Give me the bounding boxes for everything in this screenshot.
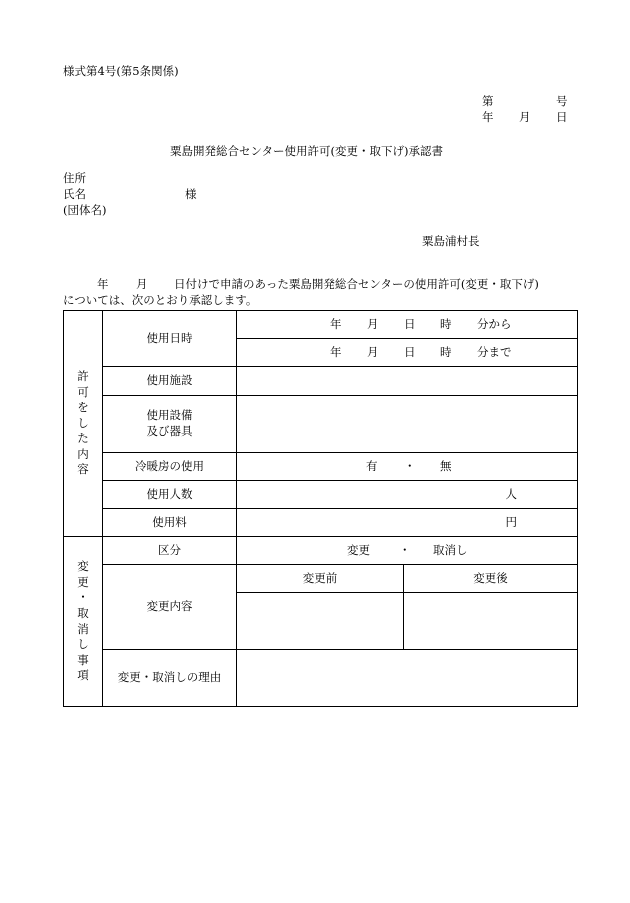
table-row bbox=[64, 537, 578, 565]
fee-label: 使用料 bbox=[103, 509, 237, 537]
table-row bbox=[64, 650, 578, 707]
date-day: 日 bbox=[556, 110, 568, 124]
fee-field[interactable]: 円 bbox=[237, 509, 578, 537]
number-dai: 第 bbox=[482, 94, 494, 108]
facility-label: 使用施設 bbox=[103, 367, 237, 396]
reason-label: 変更・取消しの理由 bbox=[103, 650, 237, 707]
change-details-label: 変更内容 bbox=[103, 565, 237, 650]
people-field[interactable]: 人 bbox=[237, 481, 578, 509]
issuer: 粟島浦村長 bbox=[422, 234, 480, 248]
table-row bbox=[64, 311, 578, 339]
aircon-label: 冷暖房の使用 bbox=[103, 453, 237, 481]
name-label: 氏名 bbox=[63, 187, 86, 201]
body-line1: 日付けで申請のあった粟島開発総合センターの使用許可(変更・取下げ) bbox=[174, 277, 539, 291]
reason-field[interactable] bbox=[237, 650, 578, 707]
date-month: 月 bbox=[519, 110, 531, 124]
document-title: 粟島開発総合センター使用許可(変更・取下げ)承認書 bbox=[170, 144, 444, 158]
honorific: 様 bbox=[185, 187, 197, 201]
after-header: 変更後 bbox=[404, 565, 578, 593]
body-line2: については、次のとおり承認します。 bbox=[63, 293, 258, 307]
after-field[interactable] bbox=[404, 593, 578, 650]
table-row bbox=[64, 565, 578, 593]
table-row bbox=[64, 453, 578, 481]
body-month: 月 bbox=[136, 277, 148, 291]
group-label: (団体名) bbox=[63, 203, 107, 217]
table-row bbox=[64, 396, 578, 453]
people-label: 使用人数 bbox=[103, 481, 237, 509]
number-go: 号 bbox=[556, 94, 568, 108]
table-row bbox=[64, 481, 578, 509]
table-row bbox=[64, 367, 578, 396]
before-header: 変更前 bbox=[237, 565, 404, 593]
table-row bbox=[64, 509, 578, 537]
date-year: 年 bbox=[482, 110, 494, 124]
category-field[interactable]: 変更 ・ 取消し bbox=[237, 537, 578, 565]
usage-from-field[interactable]: 年 月 日 時 分から bbox=[237, 311, 578, 339]
form-number: 様式第4号(第5条関係) bbox=[63, 64, 179, 78]
facility-field[interactable] bbox=[237, 367, 578, 396]
aircon-field[interactable]: 有 ・ 無 bbox=[237, 453, 578, 481]
section-change-label: 変 更 ・ 取 消 し 事 項 bbox=[64, 537, 103, 707]
section-permitted-label: 許 可 を し た 内 容 bbox=[64, 311, 103, 537]
usage-datetime-label: 使用日時 bbox=[103, 311, 237, 367]
usage-to-field[interactable]: 年 月 日 時 分まで bbox=[237, 339, 578, 367]
approval-table bbox=[63, 310, 578, 707]
equipment-label: 使用設備 及び器具 bbox=[103, 396, 237, 453]
address-label: 住所 bbox=[63, 171, 86, 185]
body-year: 年 bbox=[97, 277, 109, 291]
before-field[interactable] bbox=[237, 593, 404, 650]
category-label: 区分 bbox=[103, 537, 237, 565]
equipment-field[interactable] bbox=[237, 396, 578, 453]
